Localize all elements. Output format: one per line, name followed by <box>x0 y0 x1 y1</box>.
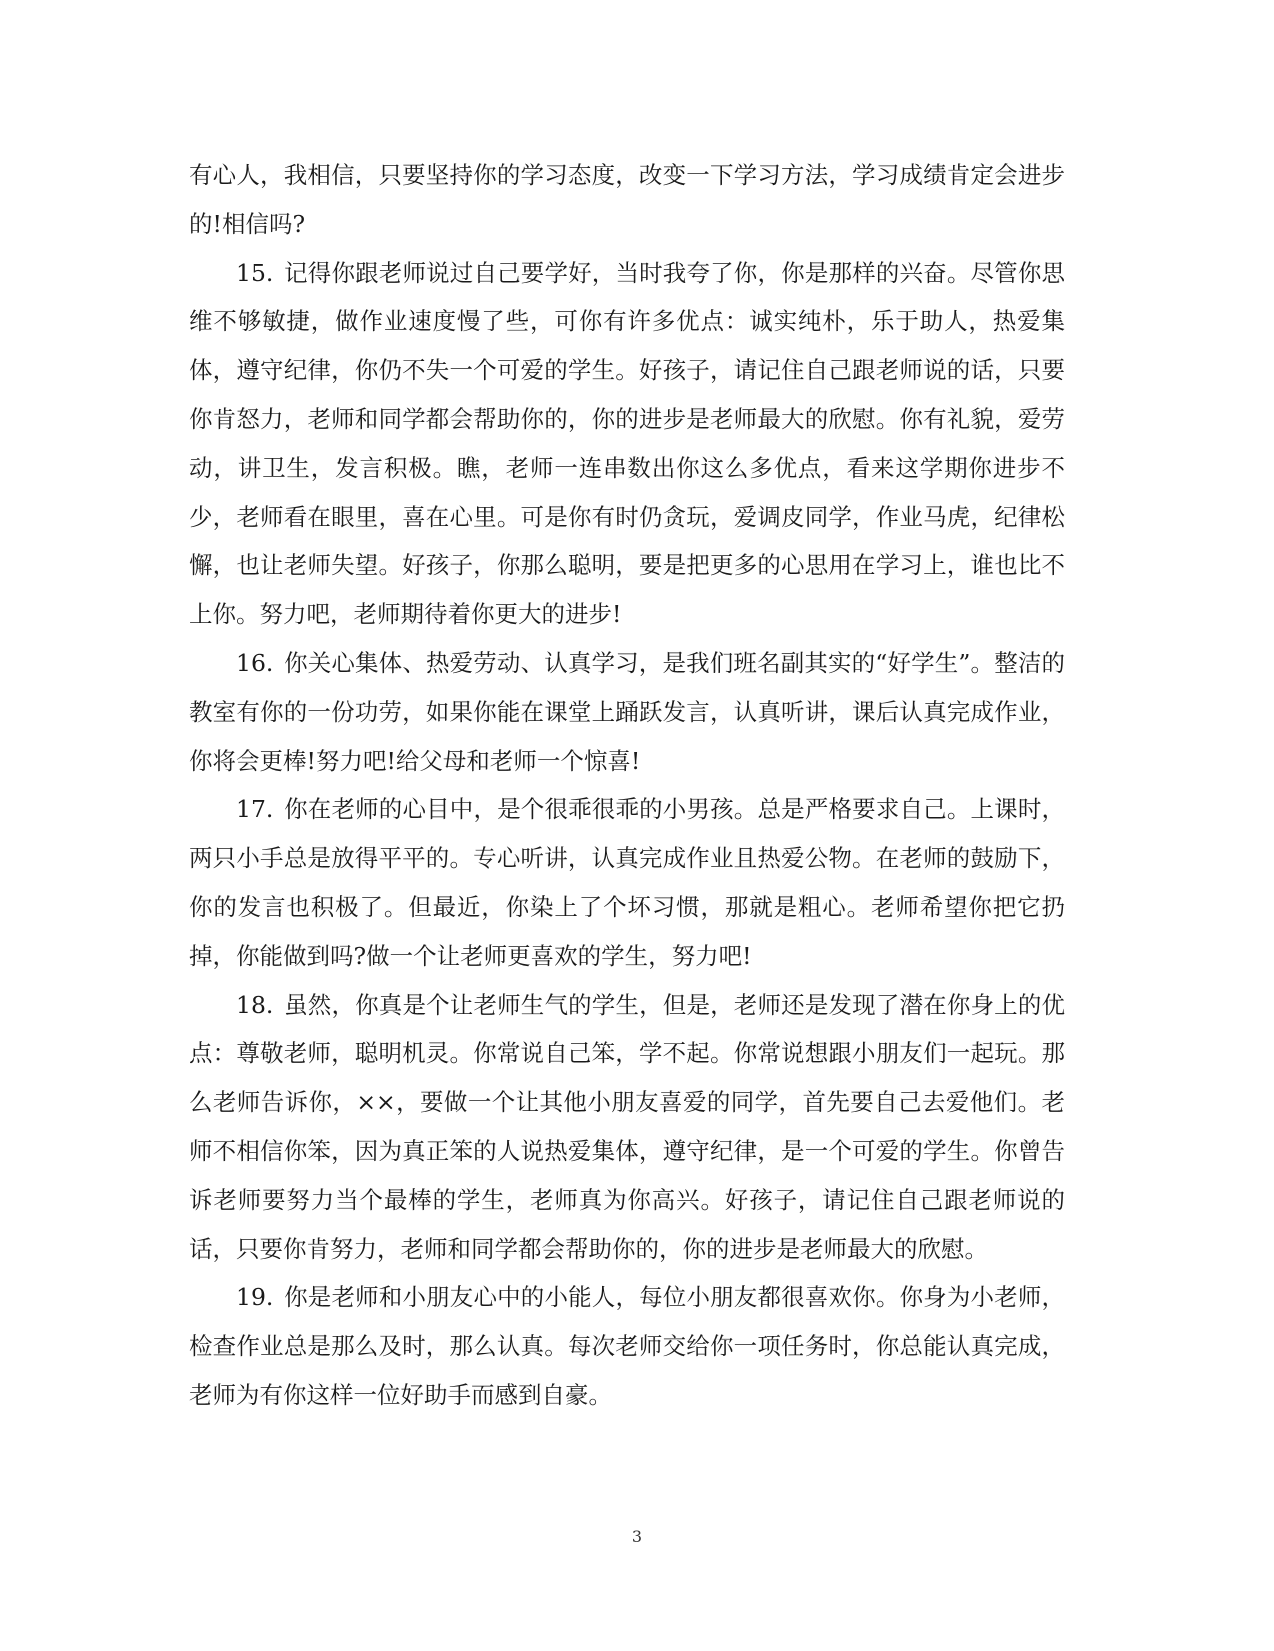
page-number: 3 <box>631 1527 643 1546</box>
continuation-paragraph: 有心人，我相信，只要坚持你的学习态度，改变一下学习方法，学习成绩肯定会进步的!相信吗? <box>189 161 1065 238</box>
comment-paragraph-19 <box>189 1273 1065 1419</box>
item-text: 记得你跟老师说过自己要学好，当时我夸了你，你是那样的兴奋。尽管你思维不够敏捷，做作业速度慢了些，可你有许多优点：诚实纯朴，乐于助人，热爱集体，遵守纪律，你仍不失一个可爱的学生。好孩子，请记住自己跟老师说的话，只要你肯怒力，老师和同学都会帮助你的，你的进步是老师最大的欣慰。你有礼貌，爱劳动，讲卫生，发言积极。瞧，老师一连串数出你这么多优点，看来这学期你进步不少，老师看在眼里，喜在心里。可是你有时仍贪玩，爱调皮同学，作业马虎，纪律松懈，也让老师失望。好孩子，你那么聪明，要是把更多的心思用在学习上，谁也比不上你。努力吧，老师期待着你更大的进步! <box>189 258 1065 629</box>
comment-paragraph-15 <box>189 249 1065 639</box>
comment-paragraph-16 <box>189 639 1065 785</box>
document-body <box>189 151 1065 1420</box>
comment-paragraph-17 <box>189 785 1065 980</box>
item-number: 16. <box>236 648 274 677</box>
item-number: 17. <box>236 795 274 824</box>
item-number: 19. <box>236 1283 274 1312</box>
item-number: 15. <box>236 258 274 287</box>
item-text: 你是老师和小朋友心中的小能人，每位小朋友都很喜欢你。你身为小老师，检查作业总是那么及时，那么认真。每次老师交给你一项任务时，你总能认真完成，老师为有你这样一位好助手而感到自豪。 <box>189 1283 1065 1409</box>
comment-paragraph-18 <box>189 981 1065 1274</box>
item-text: 你关心集体、热爱劳动、认真学习，是我们班名副其实的“好学生”。整洁的教室有你的一份功劳，如果你能在课堂上踊跃发言，认真听讲，课后认真完成作业，你将会更棒!努力吧!给父母和老师一个惊喜! <box>189 648 1065 775</box>
item-text: 虽然，你真是个让老师生气的学生，但是，老师还是发现了潜在你身上的优点：尊敬老师，聪明机灵。你常说自己笨，学不起。你常说想跟小朋友们一起玩。那么老师告诉你，××，要做一个让其他小朋友喜爱的同学，首先要自己去爱他们。老师不相信你笨，因为真正笨的人说热爱集体，遵守纪律，是一个可爱的学生。你曾告诉老师要努力当个最棒的学生，老师真为你高兴。好孩子，请记住自己跟老师说的话，只要你肯努力，老师和同学都会帮助你的，你的进步是老师最大的欣慰。 <box>189 990 1065 1263</box>
item-text: 你在老师的心目中，是个很乖很乖的小男孩。总是严格要求自己。上课时，两只小手总是放得平平的。专心听讲，认真完成作业且热爱公物。在老师的鼓励下，你的发言也积极了。但最近，你染上了个坏习惯，那就是粗心。老师希望你把它扔掉，你能做到吗?做一个让老师更喜欢的学生，努力吧! <box>189 795 1065 970</box>
item-number: 18. <box>236 990 274 1019</box>
